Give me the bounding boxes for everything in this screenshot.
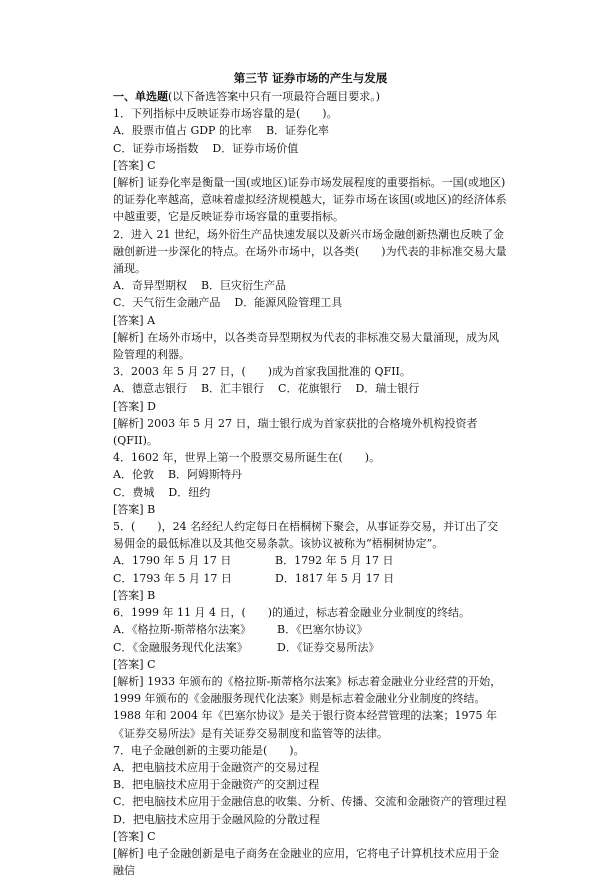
q1-option-b: B．证券化率	[265, 124, 330, 138]
q6-option-a: A．《格拉斯-斯蒂格尔法案》	[113, 623, 252, 637]
q1-option-c: C．证券市场指数	[113, 141, 199, 155]
q5-option-b: B．1792 年 5 月 17 日	[275, 554, 394, 568]
q1-options-row1	[113, 122, 508, 139]
q4-options-row2	[113, 484, 508, 501]
q4-answer: [答案] B	[113, 502, 156, 516]
q7-stem: 7．电子金融创新的主要功能是( )。	[113, 743, 305, 757]
q5-options-row1	[113, 552, 508, 569]
q4-stem: 4．1602 年，世界上第一个股票交易所诞生在( )。	[113, 451, 381, 465]
q3-answer: [答案] D	[113, 399, 156, 413]
page-title: 第三节 证券市场的产生与发展	[233, 71, 388, 85]
q7-option-b: B．把电脑技术应用于金融资产的交割过程	[113, 778, 320, 792]
q6-options-row1	[113, 621, 508, 638]
q7-option-d: D．把电脑技术应用于金融风险的分散过程	[113, 812, 320, 826]
q7-answer: [答案] C	[113, 829, 156, 843]
section-heading	[113, 88, 508, 105]
q4-options-row1	[113, 466, 508, 483]
q2-option-c: C．天气衍生金融产品	[113, 296, 221, 310]
q6-answer: [答案] C	[113, 657, 156, 671]
q6-stem: 6．1999 年 11 月 4 日，( )的通过，标志着金融业分业制度的终结。	[113, 606, 471, 620]
q2-option-d: D．能源风险管理工具	[234, 296, 343, 310]
q3-option-c: C．花旗银行	[278, 382, 342, 396]
q1-option-a: A．股票市值占 GDP 的比率	[113, 124, 252, 138]
q2-option-b: B．巨灾衍生产品	[200, 279, 287, 293]
q3-option-d: D．瑞士银行	[355, 382, 420, 396]
q2-answer: [答案] A	[113, 313, 156, 327]
section-label: 一、单选题	[113, 90, 168, 103]
q1-options-row2	[113, 140, 508, 157]
q4-option-a: A．伦敦	[113, 468, 154, 482]
q2-analysis: [解析] 在场外市场中，以各类奇异型期权为代表的非标准交易大量涌现，成为风险管理的利器。	[113, 330, 500, 362]
q3-analysis: [解析] 2003 年 5 月 27 日，瑞士银行成为首家获批的合格境外机构投资者(QFII)。	[113, 416, 478, 448]
q4-option-c: C．费城	[113, 485, 155, 499]
q6-option-b: B．《巴塞尔协议》	[277, 623, 368, 637]
q5-options-row2	[113, 570, 508, 587]
section-note: (以下备选答案中只有一项最符合题目要求。)	[168, 90, 381, 103]
q5-option-a: A．1790 年 5 月 17 日	[113, 554, 232, 568]
q3-option-b: B．汇丰银行	[200, 382, 265, 396]
q2-option-a: A．奇异型期权	[113, 279, 187, 293]
q1-analysis: [解析] 证券化率是衡量一国(或地区)证券市场发展程度的重要指标。一国(或地区)的证券化率越高，意味着虚拟经济规模越大，证券市场在该国(或地区)的经济体系中越重要，它是反映证券市场容量的重要指标。	[113, 176, 507, 224]
q5-option-c: C．1793 年 5 月 17 日	[113, 571, 232, 585]
q5-option-d: D．1817 年 5 月 17 日	[275, 571, 395, 585]
q5-stem: 5．( )，24 名经纪人约定每日在梧桐树下聚会，从事证券交易，并订出了交易佣金的最低标准以及其他交易条款。该协议被称为“梧桐树协定”。	[113, 520, 499, 551]
q6-option-d: D．《证券交易所法》	[277, 640, 380, 654]
q7-option-c: C．把电脑技术应用于金融信息的收集、分析、传播、交流和金融资产的管理过程	[113, 795, 507, 809]
q6-analysis: [解析] 1933 年颁布的《格拉斯-斯蒂格尔法案》标志着金融业分业经营的开始，1999 年颁布的《金融服务现代化法案》则是标志着金融业分业制度的终结。1988 年和 2004 年《巴塞尔协议》是关于银行资本经营管理的法案；1975 年《证券交易所法》是有关证券交易制度和监管等的法律。	[113, 674, 502, 740]
q2-stem: 2．进入 21 世纪，场外衍生产品快速发展以及新兴市场金融创新热潮也反映了金融创新进一步深化的特点。在场外市场中，以各类( )为代表的非标准交易大量涌现。	[113, 227, 507, 276]
q1-stem: 1．下列指标中反映证券市场容量的是( )。	[113, 107, 338, 121]
q7-option-a: A．把电脑技术应用于金融资产的交易过程	[113, 760, 319, 774]
q6-options-row2	[113, 639, 508, 656]
q4-option-b: B．阿姆斯特丹	[167, 468, 243, 482]
q3-option-a: A．德意志银行	[113, 382, 187, 396]
q2-options-row2	[113, 294, 508, 311]
q5-answer: [答案] B	[113, 588, 156, 602]
q3-options-row	[113, 380, 508, 397]
q3-stem: 3．2003 年 5 月 27 日，( )成为首家我国批准的 QFII。	[113, 365, 411, 379]
q7-analysis: [解析] 电子金融创新是电子商务在金融业的应用，它将电子计算机技术应用于金融信	[113, 846, 500, 878]
q1-answer: [答案] C	[113, 158, 156, 172]
q2-options-row1	[113, 277, 508, 294]
q4-option-d: D．纽约	[168, 485, 211, 499]
q6-option-c: C．《金融服务现代化法案》	[113, 640, 248, 654]
q1-option-d: D．证券市场价值	[212, 141, 299, 155]
